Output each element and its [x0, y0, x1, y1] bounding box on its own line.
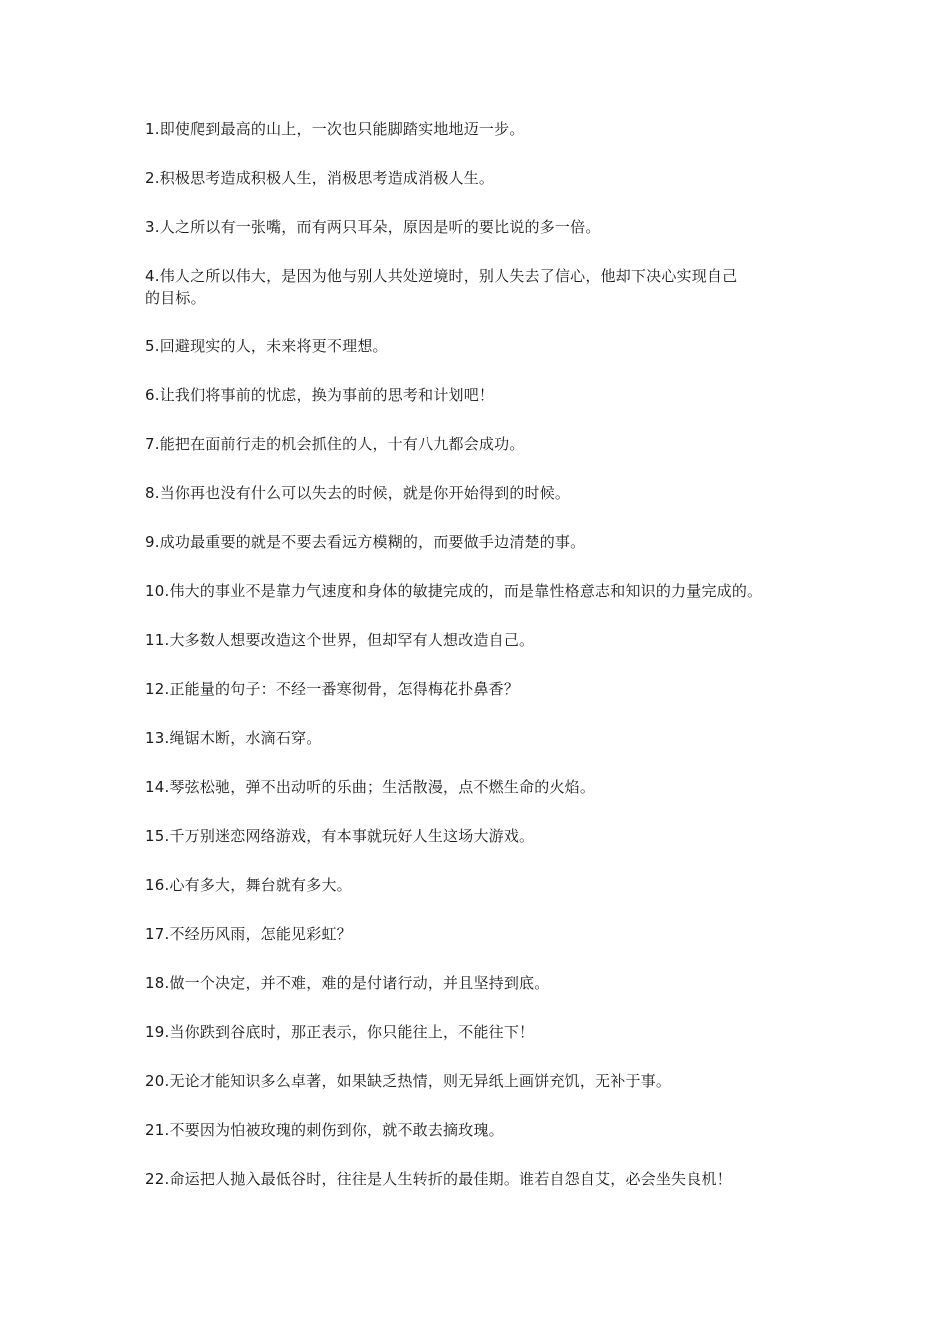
- quote-6: 6.让我们将事前的忧虑，换为事前的思考和计划吧！: [145, 386, 495, 404]
- quote-20: 20.无论才能知识多么卓著，如果缺乏热情，则无异纸上画饼充饥，无补于事。: [145, 1072, 672, 1090]
- quote-13: 13.绳锯木断，水滴石穿。: [145, 729, 322, 747]
- quote-18: 18.做一个决定，并不难，难的是付诸行动，并且坚持到底。: [145, 974, 550, 992]
- quote-3: 3.人之所以有一张嘴，而有两只耳朵，原因是听的要比说的多一倍。: [145, 218, 601, 236]
- quote-11: 11.大多数人想要改造这个世界，但却罕有人想改造自己。: [145, 631, 535, 649]
- document-page: [145, 118, 820, 1217]
- quote-22: 22.命运把人抛入最低谷时，往往是人生转折的最佳期。谁若自怨自艾，必会坐失良机！: [145, 1170, 732, 1188]
- quote-19: 19.当你跌到谷底时，那正表示，你只能往上，不能往下！: [145, 1023, 535, 1041]
- quote-8: 8.当你再也没有什么可以失去的时候，就是你开始得到的时候。: [145, 484, 571, 502]
- quote-10: 10.伟大的事业不是靠力气速度和身体的敏捷完成的，而是靠性格意志和知识的力量完成的。: [145, 582, 763, 600]
- quote-16: 16.心有多大，舞台就有多大。: [145, 876, 352, 894]
- quote-1: 1.即使爬到最高的山上，一次也只能脚踏实地地迈一步。: [145, 120, 525, 138]
- quote-17: 17.不经历风雨，怎能见彩虹？: [145, 925, 352, 943]
- quote-14: 14.琴弦松驰，弹不出动听的乐曲；生活散漫，点不燃生命的火焰。: [145, 778, 596, 796]
- quote-21: 21.不要因为怕被玫瑰的刺伤到你，就不敢去摘玫瑰。: [145, 1121, 504, 1139]
- quote-7: 7.能把在面前行走的机会抓住的人，十有八九都会成功。: [145, 435, 525, 453]
- quote-15: 15.千万别迷恋网络游戏，有本事就玩好人生这场大游戏。: [145, 827, 535, 845]
- quote-9: 9.成功最重要的就是不要去看远方模糊的，而要做手边清楚的事。: [145, 533, 586, 551]
- quote-2: 2.积极思考造成积极人生，消极思考造成消极人生。: [145, 169, 495, 187]
- quote-5: 5.回避现实的人，未来将更不理想。: [145, 337, 388, 355]
- quote-4: 4.伟人之所以伟大，是因为他与别人共处逆境时，别人失去了信心，他却下决心实现自己 的目标。: [145, 267, 738, 307]
- quote-12: 12.正能量的句子：不经一番寒彻骨，怎得梅花扑鼻香？: [145, 680, 520, 698]
